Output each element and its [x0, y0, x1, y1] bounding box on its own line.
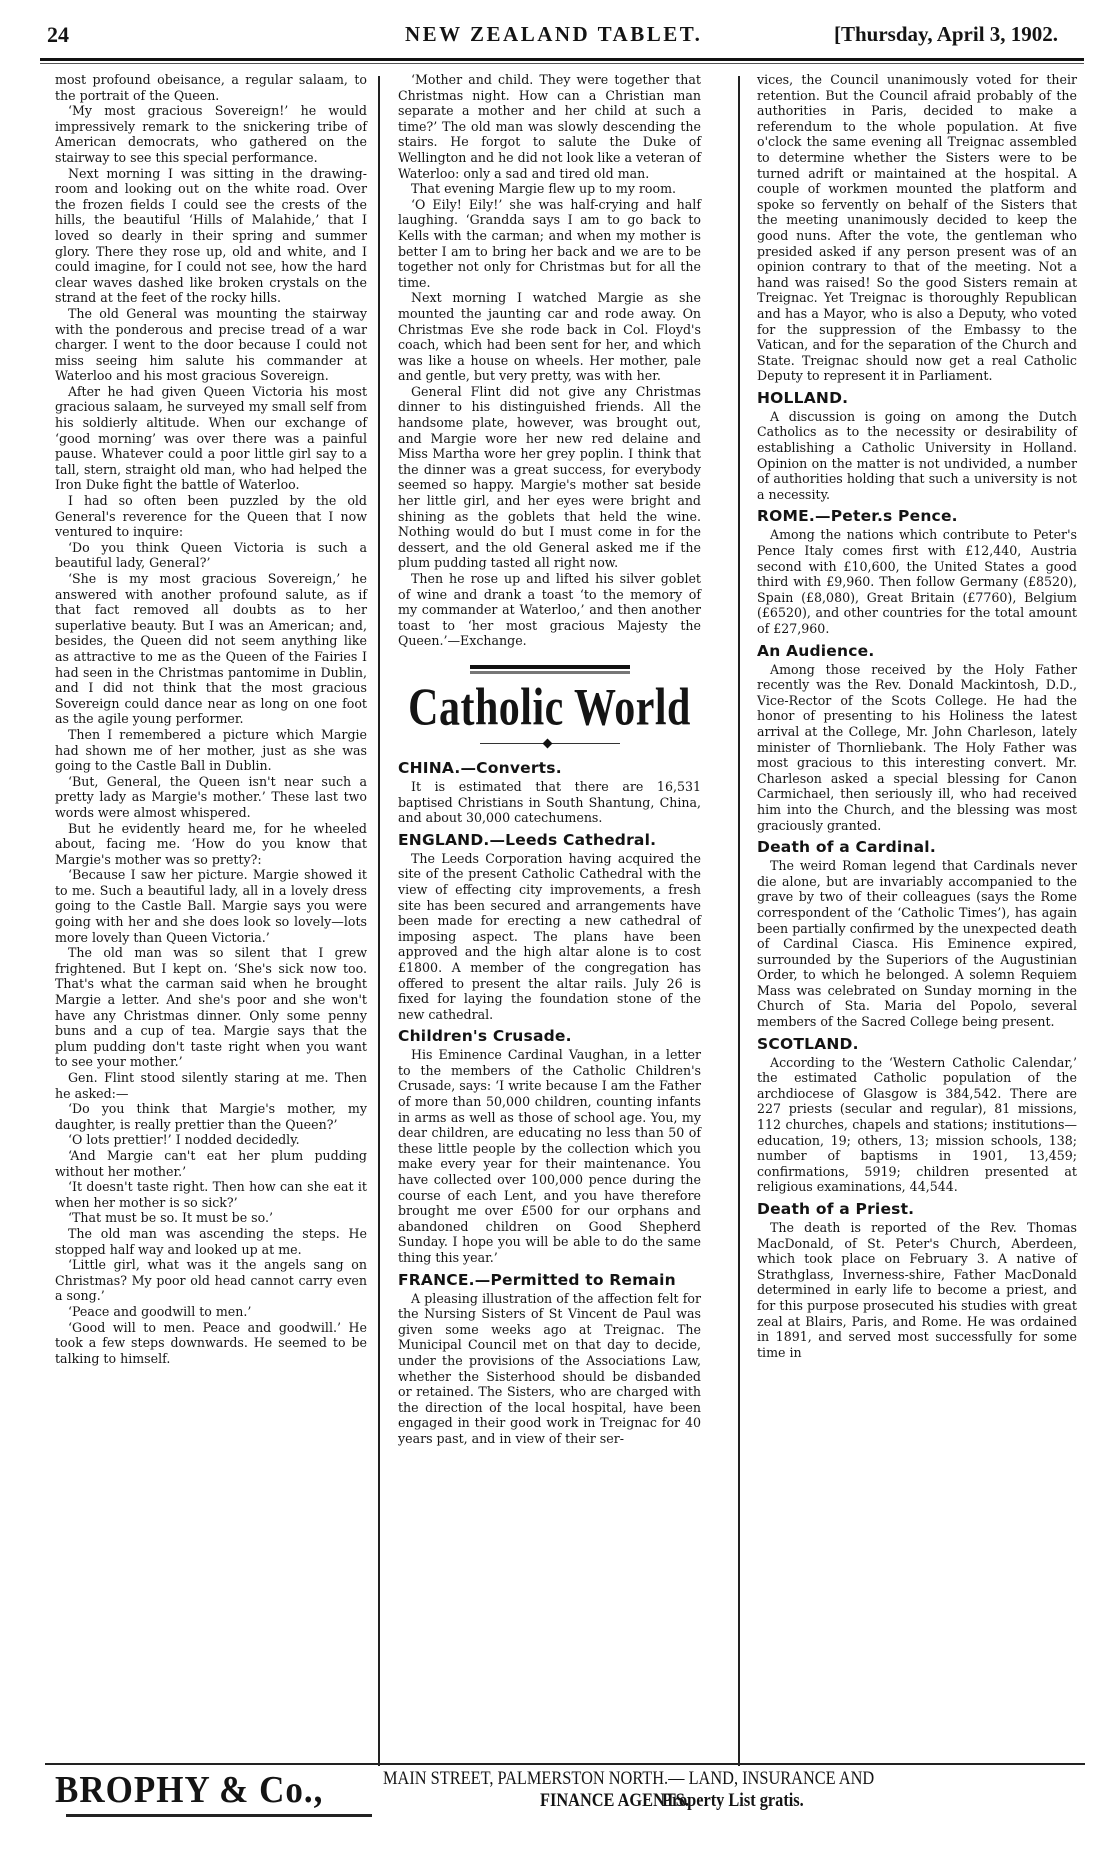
paragraph: ‘Mother and child. They were together that Christmas night. How can a Christian man separate a mother and her child at such a time?’ The old man was slowly descending the stairs. He forgot to salute the Duke of Wellington and he did not look like a veteran of Waterloo: only a sad and tired old man.: [398, 72, 701, 181]
ornament-divider: [480, 739, 620, 749]
paragraph: ‘Do you think that Margie's mother, my daughter, is really prettier than the Queen?’: [55, 1101, 367, 1132]
section-divider-bar: [470, 665, 630, 671]
column-1-story: [55, 72, 367, 1366]
paragraph: ‘That must be so. It must be so.’: [68, 1210, 273, 1226]
paragraph: ‘She is my most gracious Sovereign,’ he answered with another profound salute, as if that fact removed all doubts as to her superlative beauty. But I was an American; and, besides, the Queen did not seem anything like as attractive to me as the Queen of the Fairies I had seen in the Christmas pantomime in Dublin, and I did not think that the most gracious Sovereign could dance near as long on one foot as the agile young performer.: [55, 571, 367, 727]
section-heading: An Audience.: [757, 641, 875, 660]
paragraph: ‘And Margie can't eat her plum pudding without her mother.’: [55, 1147, 367, 1179]
section-heading: ROME.—Peter.s Pence.: [757, 507, 958, 526]
paragraph: The weird Roman legend that Cardinals never die alone, but are invariably accompanied to the grave by two of their colleagues (says the Rome correspondent of the ‘Catholic Times’), has again been partially confirmed by the unexpected death of Cardinal Ciasca. His Eminence expired, surrounded by the Superiors of the Augustinian Order, to which he belonged. A solemn Requiem Mass was celebrated on Sunday morning in the Church of Sta. Maria del Popolo, several members of the Sacred College being present.: [757, 858, 1077, 1030]
advert-property-list: Property List gratis.: [662, 1790, 804, 1811]
paragraph: A discussion is going on among the Dutch Catholics as to the necessity or desirability of establishing a Catholic University in Holland. Opinion on the matter is not undivided, a number of authorities holding that such a university is not a necessity.: [757, 408, 1077, 502]
paragraph: The old man was ascending the steps. He stopped half way and looked up at me.: [55, 1225, 367, 1257]
paragraph: Then he rose up and lifted his silver goblet of wine and drank a toast ‘to the memory of my commander at Waterloo,’ and then another toast to ‘her most gracious Majesty the Queen.’—Exchange.: [398, 571, 701, 649]
section-heading: FRANCE.—Permitted to Remain: [398, 1270, 676, 1289]
paragraph: Next morning I was sitting in the drawing-room and looking out on the white road. Over the frozen fields I could see the crests of the hills, the beautiful ‘Hills of Malahide,’ that I loved so dearly in their spring and summer glory. There they rose up, old and white, and I could imagine, for I could not see, how the hard clear waves dashed like broken crystals on the strand at the feet of the rocky hills.: [55, 165, 367, 306]
paragraph: ‘O Eily! Eily!’ she was half-crying and half laughing. ‘Grandda says I am to go back to Kells with the carman; and when my mother is better I am to bring her back and we are to be together not only for Christmas but for all the time.: [398, 196, 701, 290]
paragraph: ‘It doesn't taste right. Then how can she eat it when her mother is so sick?’: [55, 1179, 367, 1210]
paragraph: I had so often been puzzled by the old General's reverence for the Queen that I now ventured to inquire:: [55, 493, 367, 540]
paragraph: ‘My most gracious Sovereign!’ he would impressively remark to the snickering tribe of American democrats, who gathered on the stairway to see this special performance.: [55, 103, 367, 165]
paragraph: The old man was so silent that I grew frightened. But I kept on. ‘She's sick now too. That's what the carman said when he brought Margie a letter. And she's poor and she won't have any Christmas dinner. Only some penny buns and a cup of tea. Margie says that the plum pudding don't taste right when you want to see your mother.’: [55, 945, 367, 1070]
paragraph: The death is reported of the Rev. Thomas MacDonald, of St. Peter's Church, Aberdeen, which took place on February 3. A native of Strathglass, Inverness-shire, Father MacDonald determined in early life to become a priest, and for this purpose prosecuted his studies with great zeal at Blairs, Paris, and Rome. He was ordained in 1891, and served most successfully for some time in: [757, 1220, 1077, 1360]
catholic-world-heading: Catholic World: [408, 679, 691, 737]
header-rule: [40, 58, 1084, 61]
advert-agents: FINANCE AGENTS.: [540, 1790, 689, 1811]
paragraph: A pleasing illustration of the affection felt for the Nursing Sisters of St Vincent de Paul was given some weeks ago at Treignac. The Municipal Council met on that day to decide, under the provisions of the Associations Law, whether the Sisterhood should be disbanded or retained. The Sisters, who are charged with the direction of the local hospital, have been engaged in their good work in Treignac for 40 years past, and in view of their ser-: [398, 1290, 701, 1446]
paragraph: ‘Peace and goodwill to men.’: [68, 1303, 252, 1319]
paragraph: That evening Margie flew up to my room.: [411, 181, 677, 197]
paragraph: ‘Good will to men. Peace and goodwill.’ He took a few steps downwards. He seemed to be talking to himself.: [55, 1319, 367, 1366]
advert-rule: [45, 1763, 1085, 1765]
paragraph: ‘But, General, the Queen isn't near such a pretty lady as Margie's mother.’ These last two words were almost whispered.: [55, 773, 367, 820]
paragraph: Gen. Flint stood silently staring at me. Then he asked:—: [55, 1070, 367, 1101]
paragraph: ‘O lots prettier!’ I nodded decidedly.: [68, 1132, 300, 1148]
paragraph: After he had given Queen Victoria his most gracious salaam, he surveyed my small self from his soldierly altitude. When our exchange of ‘good morning’ was over there was a painful pause. Whatever could a poor little girl say to a tall, stern, straight old man, who had helped the Iron Duke fight the battle of Waterloo.: [55, 383, 367, 493]
paragraph: Among those received by the Holy Father recently was the Rev. Donald Mackintosh, D.D., Vice-Rector of the Scots College. He had the honor of presenting to his Holiness the latest arrival at the College, Mr. John Charleson, lately minister of Thornliebank. The Holy Father was most gracious to this interesting convert. Mr. Charleson asked a special blessing for Canon Carmichael, then seriously ill, who had received him into the Church, and the blessing was most graciously granted.: [757, 661, 1077, 833]
paragraph: most profound obeisance, a regular salaam, to the portrait of the Queen.: [55, 72, 367, 103]
section-heading: CHINA.—Converts.: [398, 758, 562, 777]
paragraph: It is estimated that there are 16,531 baptised Christians in South Shantung, China, and about 30,000 catechumens.: [398, 778, 701, 826]
paragraph: Next morning I watched Margie as she mounted the jaunting car and rode away. On Christmas Eve she rode back in Col. Floyd's coach, which had been sent for her, and which was like a house on wheels. Her mother, pale and gentle, but very pretty, was with her.: [398, 290, 701, 384]
section-heading: ENGLAND.—Leeds Cathedral.: [398, 830, 657, 849]
column-2: [398, 72, 701, 1447]
paragraph: Among the nations which contribute to Peter's Pence Italy comes first with £12,440, Austria second with £10,600, the United States a good third with £9,960. Then follow Germany (£8520), Spain (£8,080), Great Britain (£7760), Belgium (£6520), and other countries for the total amount of £27,960.: [757, 527, 1077, 636]
section-heading: Children's Crusade.: [398, 1027, 572, 1046]
paragraph: ‘Do you think Queen Victoria is such a beautiful lady, General?’: [55, 539, 367, 571]
advert-underline: [66, 1814, 372, 1817]
section-heading: HOLLAND.: [757, 388, 849, 407]
paragraph: According to the ‘Western Catholic Calendar,’ the estimated Catholic population of the archdiocese of Glasgow is 384,542. There are 227 priests (secular and regular), 81 missions, 112 churches, chapels and stations; institutions—education, 19; others, 13; mission schools, 138; number of baptisms in 1901, 13,459; confirmations, 5919; children presented at religious examinations, 44,544.: [757, 1054, 1077, 1195]
newspaper-title: NEW ZEALAND TABLET.: [405, 22, 703, 46]
paragraph: Then I remembered a picture which Margie had shown me of her mother, just as she was going to the Castle Ball in Dublin.: [55, 726, 367, 774]
section-heading: Death of a Cardinal.: [757, 838, 936, 857]
paragraph: ‘Because I saw her picture. Margie showed it to me. Such a beautiful lady, all in a lovely dress going to the Castle Ball. Margie says you were going with her and she does look so lovely—lots more lovely than Queen Victoria.’: [55, 867, 367, 945]
column-divider: [738, 76, 740, 1766]
section-heading: Death of a Priest.: [757, 1200, 915, 1218]
paragraph: General Flint did not give any Christmas dinner to his distinguished friends. All the handsome plate, however, was brought out, and Margie wore her new red delaine and Miss Martha wore her grey poplin. I think that the dinner was a great success, for everybody seemed so happy. Margie's mother sat beside her little girl, and her eyes were bright and shining as the goblets that held the wine. Nothing would do but I must come in for the dessert, and the old General asked me if the plum pudding tasted all right now.: [398, 383, 701, 571]
diamond-ornament-icon: [542, 739, 552, 749]
page-number: 24: [47, 22, 69, 47]
paragraph: His Eminence Cardinal Vaughan, in a letter to the members of the Catholic Children's Crusade, says: ‘I write because I am the Father of more than 50,000 children, counting infants in arms as well as those of school age. You, my dear children, are educating no less than 50 of these little people by the collection which you make every year for their maintenance. You have collected over 100,000 pence during the course of each Lent, and you have therefore brought me over £500 for our orphans and abandoned children on Good Shepherd Sunday. I hope you will be able to do the same thing this year.’: [398, 1047, 701, 1265]
paragraph: ‘Little girl, what was it the angels sang on Christmas? My poor old head cannot carry even a song.’: [55, 1257, 367, 1304]
paragraph: The Leeds Corporation having acquired the site of the present Catholic Cathedral with the view of effecting city improvements, a fresh site has been secured and arrangements have been made for erecting a new cathedral of imposing aspect. The plans have been approved and the high altar alone is to cost £1800. A member of the congregation has offered to present the altar rails. July 26 is fixed for laying the foundation stone of the new cathedral.: [398, 850, 701, 1022]
paragraph: The old General was mounting the stairway with the ponderous and precise tread of a war charger. I went to the door because I could not miss seeing him salute his commander at Waterloo and his most gracious Sovereign.: [55, 305, 367, 384]
column-3: [757, 72, 1077, 1360]
advert-address: MAIN STREET, PALMERSTON NORTH.— LAND, INSURANCE AND: [383, 1768, 875, 1789]
paragraph: But he evidently heard me, for he wheeled about, facing me. ‘How do you know that Margie's mother was so pretty?:: [55, 820, 367, 867]
paragraph: vices, the Council unanimously voted for their retention. But the Council afraid probably of the authorities in Paris, decided to make a referendum to the whole population. At five o'clock the same evening all Treignac assembled to determine whether the Sisters were to be turned adrift or maintained at the hospital. A couple of workmen mounted the platform and spoke so fervently on behalf of the Sisters that the meeting unanimously decided to keep the good nuns. After the vote, the gentleman who presided asked if any person present was of an opinion contrary to that of the meeting. Not a hand was raised! So the good Sisters remain at Treignac. Yet Treignac is thoroughly Republican and has a Mayor, who is also a Deputy, who voted for the suppression of the Embassy to the Vatican, and for the separation of the Church and State. Treignac should now get a real Catholic Deputy to represent it in Parliament.: [757, 72, 1077, 384]
column-divider: [378, 76, 380, 1766]
section-heading: SCOTLAND.: [757, 1034, 859, 1053]
issue-date: [Thursday, April 3, 1902.: [834, 22, 1059, 46]
news-sections: [398, 759, 701, 1447]
header-rule-thin: [40, 63, 1084, 64]
story-continuation: [398, 72, 701, 649]
advert-company-name: BROPHY & Co.,: [55, 1768, 324, 1811]
